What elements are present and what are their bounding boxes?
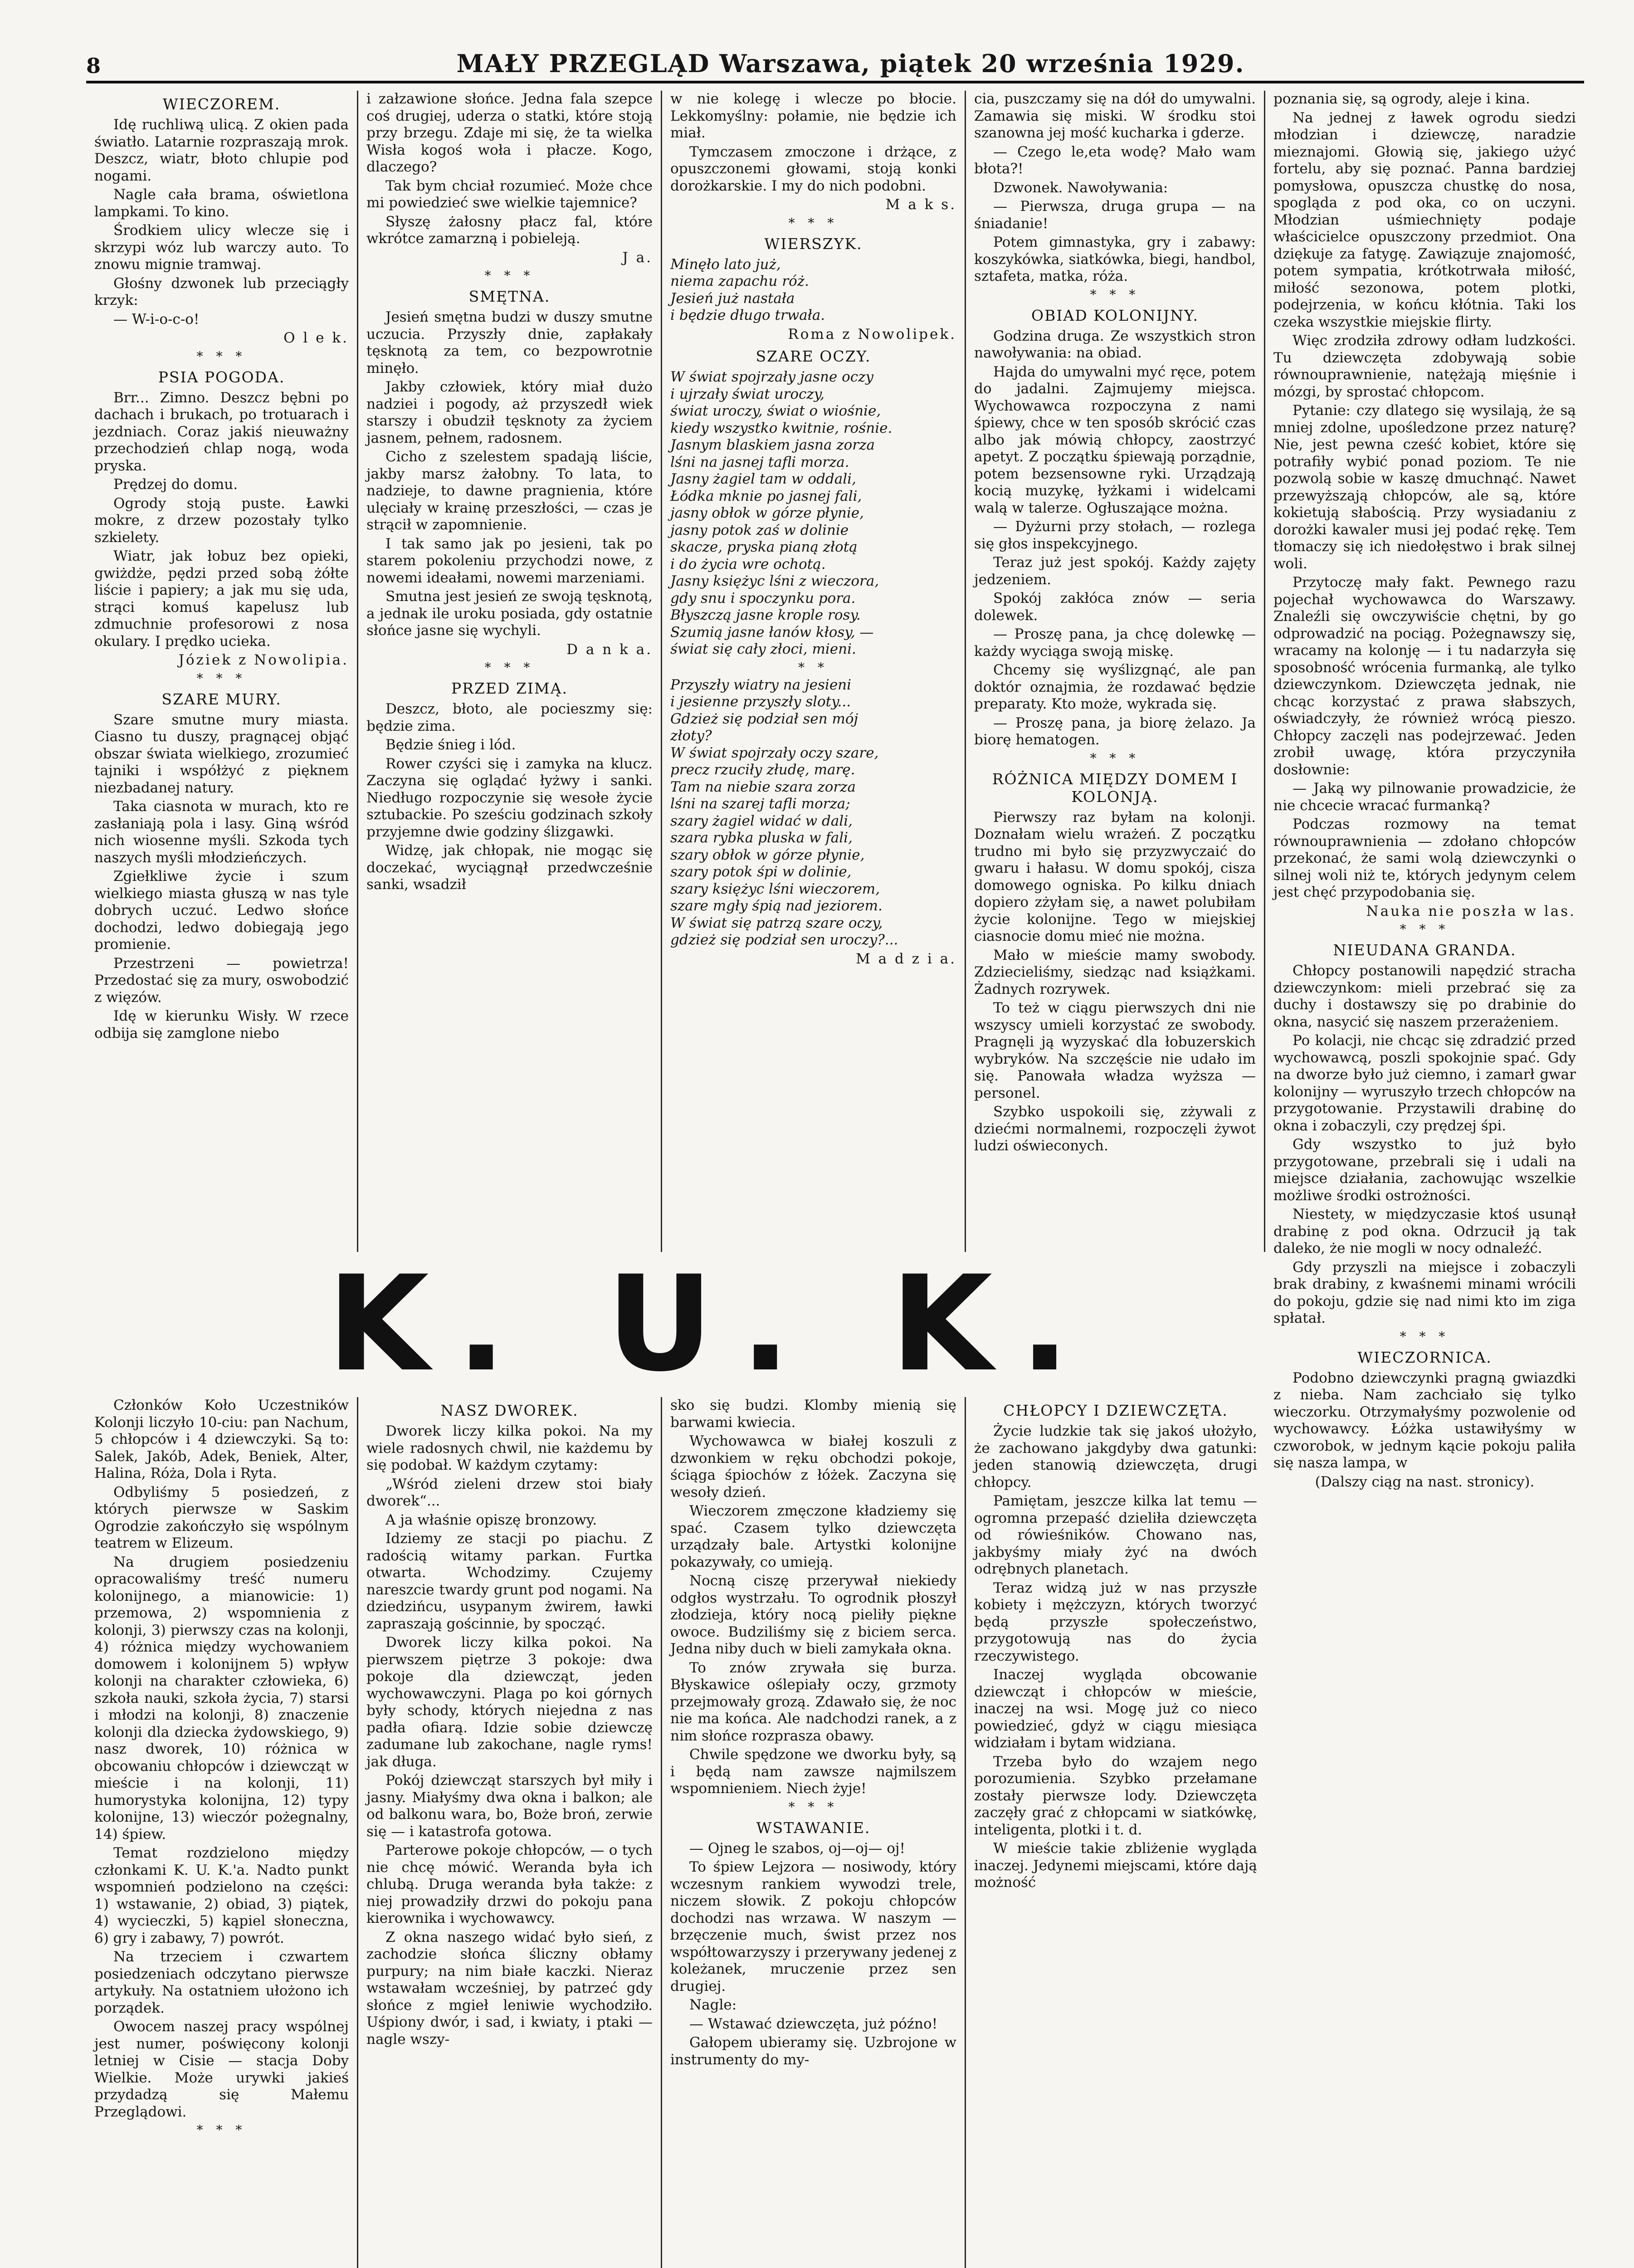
article-signature: J a. (622, 249, 653, 266)
article-heading: WSTAWANIE. (756, 1818, 871, 1837)
paragraph: Szare smutne mury miasta. Ciasno tu duszy, pragnącej objąć obszar świata wielkiego, zrozumieć tajniki i współżyć z pięknem niezbadanej natury. (94, 711, 349, 796)
paragraph: Pokój dziewcząt starszych był miły i jasny. Miałyśmy dwa okna i balkon; ale od balkonu wara, bo, Boże broń, zerwie się — i katastrofa gotowa. (366, 1772, 653, 1840)
paragraph: Wychowawca w białej koszuli z dzwonkiem w ręku obchodzi pokoje, ściąga śpiochów z łóżek. Zaczyna się wesoły dzień. (670, 1433, 956, 1501)
bottom-column-2 (358, 1397, 662, 2268)
paragraph: Dworek liczy kilka pokoi. Na my wiele radosnych chwil, nie każdemu by się podobał. W każdym czytamy: (366, 1423, 653, 1473)
paragraph: Mało w mieście mamy swobody. Zdziecieliśmy, siedząc nad książkami. Żadnych rozrywek. (974, 947, 1256, 997)
section-divider: * * * (1400, 1329, 1450, 1344)
paragraph: Środkiem ulicy wlecze się i skrzypi wóz lub warczy auto. To znowu mignie tramwaj. (94, 222, 349, 273)
paragraph: W mieście takie zbliżenie wygląda inaczej. Jedynemi miejscami, które dają możność (974, 1840, 1257, 1891)
paragraph: Będzie śnieg i lód. (385, 737, 516, 753)
article-heading: SZARE OCZY. (756, 347, 871, 365)
paragraph: i załzawione słońce. Jedna fala szepce coś drugiej, uderza o statki, które stoją przy brzegu. Zdaje mi się, że ta wielka Wisła kogoś woła i płacze. Kogo, dlaczego? (366, 91, 653, 175)
paragraph: Niestety, w międzyczasie ktoś usunął drabinę z pod okna. Odrzucił ją tak daleko, że nie mogli w nocy odnaleźć. (1273, 1206, 1576, 1256)
top-column-3 (662, 91, 966, 1252)
section-divider: * * * (1090, 750, 1140, 766)
top-column-4 (966, 91, 1265, 1252)
paragraph: Inaczej wygląda obcowanie dziewcząt i chłopców w mieście, inaczej na wsi. Mogę już co nieco powiedzieć, gdyż w ciągu miesiąca widziałam i bytam widziana. (974, 1667, 1257, 1751)
article-heading: RÓŻNICA MIĘDZY DOMEM I KOLONJĄ. (992, 770, 1238, 806)
poem-text: Przyszły wiatry na jesieni i jesienne przyszły sloty... Gdzież się podział sen mój złoty? W świat spojrzały oczy szare, precz rzuciły złudę, marę. Tam na niebie szara zorza lśni na szarej tafli morza; szary żagiel widać w dali, szara rybka pluska w fali, szary obłok w górze płynie, szary potok śpi w dolinie, szary księżyc lśni wieczorem, szare mgły śpią nad jeziorem. W świat się patrzą szare oczy, gdzież się podział sen uroczy?... (670, 676, 898, 948)
paragraph: — Ojneg le szabos, oj—oj— oj! (689, 1840, 905, 1857)
paragraph: Tymczasem zmoczone i drżące, z opuszczonemi głowami, stoją konki dorożkarskie. I my do nich podobni. (670, 143, 956, 194)
paragraph: Tak bym chciał rozumieć. Może chce mi powiedzieć swe wielkie tajemnice? (366, 177, 653, 211)
section-divider: * * * (196, 348, 247, 364)
article-signature: Józiek z Nowolipia. (178, 652, 349, 668)
paragraph: Podczas rozmowy na temat równouprawnienia — zdołano chłopców przekonać, że sami wolą dziewczynki o silnej woli niż te, których jedynym celem jest chęć przypodobania się. (1273, 816, 1576, 900)
paragraph: — Czego le,eta wodę? Mało wam błota?! (974, 143, 1256, 177)
paragraph: Pamiętam, jeszcze kilka lat temu — ogromna przepaść dzieliła dziewczęta od rówieśników. Chowano nas, jakbyśmy miały żyć na dwóch odrębnych planetach. (974, 1493, 1257, 1577)
paragraph: Gdy przyszli na miejsce i zobaczyli brak drabiny, z kwaśnemi minami wrócili do pokoju, gdzie się nad nimi kto im ziga spłatał. (1273, 1259, 1576, 1326)
paragraph: Dzwonek. Nawoływania: (993, 179, 1168, 196)
paragraph: Potem gimnastyka, gry i zabawy: koszykówka, siatkówka, biegi, handbol, sztafeta, matka, róża. (974, 234, 1256, 284)
paragraph: Dworek liczy kilka pokoi. Na pierwszem piętrze 3 pokoje: dwa pokoje dla dziewcząt, jeden wychowawczyni. Plaga po koi górnych były schody, których niejedna z nas padła ofiarą. Idzie sobie dziewczę zadumane lub zakochane, nagle ryms! jak długa. (366, 1634, 653, 1770)
paragraph: To znów zrywała się burza. Błyskawice oślepiały oczy, grzmoty przejmowały grozą. Zdawało się, że noc nie ma końca. Ale nadchodzi ranek, a z nim słońce rozprasza obawy. (670, 1659, 956, 1744)
paragraph: Zgiełkliwe życie i szum wielkiego miasta głuszą w nas tyle dobrych uczuć. Ledwo słońce dochodzi, ledwo dobiegają jego promienie. (94, 868, 349, 953)
paragraph: Brr... Zimno. Deszcz bębni po dachach i brukach, po trotuarach i jezdniach. Coraz jakiś nieuważny przechodzień chlap nogą, woda pryska. (94, 389, 349, 474)
paragraph: Idę w kierunku Wisły. W rzece odbija się zamglone niebo (94, 1008, 349, 1041)
paragraph: Nocną ciszę przerywał niekiedy odgłos wystrzału. To ogrodnik płoszył złodzieja, który nocą pieliły piękne owoce. Budziliśmy się z biciem serca. Jedna niby duch w bieli zamykała okna. (670, 1573, 956, 1657)
paragraph: Trzeba było do wzajem nego porozumienia. Szybko przełamane zostały pierwsze lody. Dziewczęta zaczęły grać z chłopcami w siatkówkę, inteligenta, plotki i t. d. (974, 1753, 1257, 1838)
paragraph: Życie ludzkie tak się jakoś ułożyło, że zachowano jakgdyby dwa gatunki: jeden stanowią dziewczęta, drugi chłopcy. (974, 1423, 1257, 1491)
paragraph: Owocem naszej pracy wspólnej jest numer, poświęcony kolonji letniej w Cisie — stacja Doby Wielkie. Może urywki jakieś przydadzą się Małemu Przeglądowi. (94, 2019, 349, 2120)
paragraph: poznania się, są ogrody, aleje i kina. (1273, 91, 1530, 107)
article-heading: WIECZORNICA. (1357, 1348, 1492, 1366)
paragraph: Szybko uspokoili się, zżywali z dziećmi normalnemi, rozpoczęli żywot ludzi oświeconych. (974, 1104, 1256, 1154)
paragraph: — Jaką wy pilnowanie prowadzicie, że nie chcecie wracać furmanką? (1273, 780, 1576, 814)
paragraph: Smutna jest jesień ze swoją tęsknotą, a jednak ile uroku posiada, gdy ostatnie słońce jasne się wychyli. (366, 588, 653, 639)
paragraph: Wieczorem zmęczone kładziemy się spać. Czasem tylko dziewczęta urządzały bale. Artystki kolonijne pokazywały, co umieją. (670, 1503, 956, 1570)
paragraph: cia, puszczamy się na dół do umywalni. Zamawia się miski. W środku stoi szanowna jej mość kucharka i gderze. (974, 91, 1256, 141)
paragraph: Gałopem ubieramy się. Uzbrojone w instrumenty do my- (670, 2034, 956, 2068)
paragraph: Chwile spędzone we dworku były, są i będą nam zawsze najmilszem wspomnieniem. Niech żyje! (670, 1746, 956, 1797)
paragraph: Deszcz, błoto, ale pocieszmy się: będzie zima. (366, 701, 653, 734)
paragraph: Przestrzeni — powietrza! Przedostać się za mury, oswobodzić z więzów. (94, 955, 349, 1006)
paragraph: — Pierwsza, druga grupa — na śniadanie! (974, 198, 1256, 232)
article-heading: WIECZOREM. (162, 95, 281, 113)
newspaper-title: MAŁY PRZEGLĄD Warszawa, piątek 20 września 1929. (456, 49, 1245, 78)
paragraph: — Wstawać dziewczęta, już późno! (689, 2015, 938, 2032)
poem-text: W świat spojrzały jasne oczy i ujrzały świat uroczy, świat uroczy, świat o wiośnie, kiedy wszystko kwitnie, rośnie. Jasnym blaskiem jasna zorza lśni na jasnej tafli morza. Jasny żagiel tam w oddali, Łódka mknie po jasnej fali, jasny obłok w górze płynie, jasny potok zaś w dolinie skacze, pryska pianą złotą i do życia wre ochotą. Jasny księżyc lśni z wieczora, gdy snu i spoczynku pora. Błyszczą jasne krople rosy. Szumią jasne łanów kłosy, — świat się cały złoci, mieni. (670, 369, 893, 657)
paragraph: A ja właśnie opiszę bronzowy. (385, 1511, 597, 1528)
section-divider: * * * (484, 268, 535, 283)
bottom-column-4 (966, 1397, 1265, 2268)
paragraph: Teraz już jest spokój. Każdy zajęty jedzeniem. (974, 554, 1256, 588)
article-heading: NASZ DWOREK. (440, 1402, 579, 1419)
article-signature: M a d z i a. (856, 950, 956, 967)
article-signature: Roma z Nowolipek. (788, 326, 956, 342)
article-heading: OBIAD KOLONIJNY. (1031, 306, 1199, 324)
article-heading: PSIA POGODA. (158, 368, 285, 386)
top-column-2 (358, 91, 662, 1252)
paragraph: Godzina druga. Ze wszystkich stron nawoływania: na obiad. (974, 327, 1256, 361)
paragraph: — Proszę pana, ja biorę żelazo. Ja biorę hematogen. (974, 714, 1256, 748)
paragraph: Jakby człowiek, który miał dużo nadziei i pogody, aż przyszedł wiek starszy i obudził tęsknoty za życiem jasnem, pełnem, radosnem. (366, 379, 653, 446)
paragraph: Parterowe pokoje chłopców, — o tych nie chcę mówić. Weranda była ich chlubą. Druga weranda była także: z niej prowadziły drzwi do pokoju pana kierownika i wychowawcy. (366, 1842, 653, 1926)
kuk-banner: K. U. K. (327, 1248, 1097, 1401)
paragraph: Prędzej do domu. (113, 476, 238, 493)
article-heading: WIERSZYK. (764, 235, 863, 253)
paragraph: Słyszę żałosny płacz fal, które wkrótce zamarzną i pobieleją. (366, 213, 653, 247)
paragraph: To też w ciągu pierwszych dni nie wszyscy umieli korzystać ze swobody. Pragnęli ją wyzyskać dla łobuzerskich wybryków. Na szczęście nie udało im się. Panowała władza wyższa — personel. (974, 1000, 1256, 1101)
section-divider: * * (798, 660, 829, 675)
paragraph: Nagle cała brama, oświetlona lampkami. To kino. (94, 186, 349, 220)
paragraph: w nie kolegę i wlecze po błocie. Lekkomyślny: połamie, nie będzie ich miał. (670, 91, 956, 141)
section-divider: * * * (484, 660, 535, 675)
article-heading: SZARE MURY. (161, 690, 282, 708)
paragraph: Na drugiem posiedzeniu opracowaliśmy treść numeru kolonijnego, a mianowicie: 1) przemowa, 2) wspomnienia z kolonji, 3) pierwszy czas na kolonji, 4) różnica między wychowaniem domowem i kolonijnem 5) wpływ kolonji na charakter człowieka, 6) szkoła nauki, szkoła życia, 7) starsi i młodzi na kolonji, 8) znaczenie kolonji dla dziecka żydowskiego, 9) nasz dworek, 10) różnica w obcowaniu chłopców i dziewcząt w mieście i na kolonji, 11) humorystyka kolonijna, 12) typy kolonijne, 13) wieczór pożegnalny, 14) śpiew. (94, 1554, 349, 1843)
paragraph: Taka ciasnota w murach, kto re zasłaniają pola i lasy. Giną wśród nich wiosenne myśli. Szkoda tych naszych myśli młodzieńczych. (94, 798, 349, 866)
paragraph: Odbyliśmy 5 posiedzeń, z których pierwsze w Saskim Ogrodzie zakończyło się wspólnym teatrem w Elizeum. (94, 1484, 349, 1551)
paragraph: Po kolacji, nie chcąc się zdradzić przed wychowawcą, poszli spokojnie spać. Gdy na dworze było już ciemno, i zamarł gwar kolonijny — wyruszyło trzech chłopców na przygotowanie. Przystawili drabinę do okna i zobaczyli, czy prędzej śpi. (1273, 1032, 1576, 1134)
paragraph: Na jednej z ławek ogrodu siedzi młodzian i dziewczę, naradzie mieznajomi. Głowią się, jakiego użyć fortelu, aby się poznać. Panna bardziej pomysłowa, opuszcza chustkę do nosa, spogląda z pod oka, co on uczyni. Młodzian uśmiechnięty podaje właścicielce opuszczony przedmiot. Ona dziękuje za fatygę. Zawiązuje znajomość, potem sympatia, krótkotrwała miłość, miłość sezonowa, potem plotki, podejrzenia, w końcu kłótnia. Taki los czeka wszystkie miejskie flirty. (1273, 109, 1576, 330)
paragraph: Teraz widzą już w nas przyszłe kobiety i mężczyzn, których tworzyć będą przyszłe społeczeństwo, przygotowują nas do życia rzeczywistego. (974, 1579, 1257, 1664)
paragraph: Spokój zakłóca znów — seria dolewek. (974, 590, 1256, 624)
paragraph: Hajda do umywalni myć ręce, potem do jadalni. Zajmujemy miejsca. Wychowawca rozpoczyna z nami śpiewy, chce w ten sposób skrócić czas albo jak mówią chłopcy, zaostrzyć apetyt. Z początku śpiewają porządnie, potem bezsensowne ryki. Urządzają kocią muzykę, łyżkami i widelcami walą w talerze. Ogłuszające można. (974, 363, 1256, 516)
paragraph: Członków Koło Uczestników Kolonji liczyło 10-ciu: pan Nachum, 5 chłopców i 4 dziewczyki. Są to: Salek, Jakób, Adek, Beniek, Alter, Halina, Róża, Dola i Ryta. (94, 1397, 349, 1481)
paragraph: To śpiew Lejzora — nosiwody, który wczesnym rankiem wywodzi trele, niczem słowik. Z pokoju chłopców dochodzi nas wrzawa. W naszym — brzęczenie much, świst przez nos współtowarzyszy i przerywany jedenej z koleżanek, mruczenie przez sen drugiej. (670, 1859, 956, 1994)
paragraph: Przytoczę mały fakt. Pewnego razu pojechał wychowawca do Warszawy. Znaleźli się owczywiście chętni, by go odprowadzić na pociąg. Pożegnawszy się, wracamy na kolonję — i tu nadarzyła się sposobność wrócenia furmanką, ale tylko dziewczynkom. Dziewczęta jednak, nie chcąc korzystać z prawa słabszych, oświadczyły, że również wrócą pieszo. Chłopcy zaczęli nas podejrzewać. Jeden zrobił uwagę, która przyczyniła dosłownie: (1273, 574, 1576, 778)
paragraph: Cicho z szelestem spadają liście, jakby marsz żałobny. To lata, to nadzieje, to dawne pragnienia, które ulęciały w krainę przeszłości, — czas je strącił w zapomnienie. (366, 449, 653, 533)
paragraph: sko się budzi. Klomby mienią się barwami kwiecia. (670, 1397, 956, 1431)
article-heading: CHŁOPCY I DZIEWCZĘTA. (1003, 1402, 1228, 1419)
article-heading: SMĘTNA. (468, 288, 551, 305)
top-column-5 (1265, 91, 1584, 1490)
paragraph: Rower czyści się i zamyka na klucz. Zaczyna się oglądać łyżwy i sanki. Niedługo rozpoczynie się wesołe życie sztubackie. Po sześciu godzinach szkoły przyjemne dwie godziny ślizgawki. (366, 755, 653, 840)
paragraph: — Proszę pana, ja chcę dolewkę — każdy wyciąga swoją miskę. (974, 626, 1256, 660)
bottom-columns (86, 1397, 1265, 2268)
paragraph: „Wśród zieleni drzew stoi biały dworek“... (366, 1476, 653, 1509)
paragraph: Ogrody stoją puste. Ławki mokre, z drzew pozostały tylko szkielety. (94, 495, 349, 546)
paragraph: Pierwszy raz byłam na kolonji. Doznałam wielu wrażeń. Z początku trudno mi było się przyzwyczaić do gwaru i hałasu. W domu spokój, cisza domowego ogniska. Po kilku dniach dopiero zżyłam się, a nawet polubiłam życie kolonijne. Tego w miejskiej ciasnocie domu mieć nie można. (974, 809, 1256, 944)
top-column-1 (86, 91, 358, 1252)
article-signature: M a k s. (885, 196, 956, 213)
paragraph: Temat rozdzielono między członkami K. U. K.'a. Nadto punkt wspomnień podzielono na części: 1) wstawanie, 2) obiad, 3) piątek, 4) wycieczki, 5) kąpiel słoneczna, 6) gry i zabawy, 7) powrót. (94, 1845, 349, 1946)
paragraph: Wiatr, jak łobuz bez opieki, gwiżdże, pędzi przed sobą żółte liście i papiery; a jak mu się uda, strąci komuś kapelusz lub zdmuchnie profesorowi z nosa okulary. I prędko ucieka. (94, 548, 349, 650)
bottom-column-1 (86, 1397, 358, 2268)
section-divider: * * * (1090, 287, 1140, 302)
article-signature: O l e k. (283, 330, 349, 346)
section-divider: * * * (196, 670, 247, 686)
article-signature: D a n k a. (566, 641, 653, 658)
section-divider: * * * (788, 1799, 839, 1814)
page-number: 8 (86, 54, 101, 78)
bottom-column-3 (662, 1397, 966, 2268)
paragraph: Pytanie: czy dlatego się wysilają, że są mniej zdolne, upośledzone przez naturę? Nie, jest pewna cześć kobiet, które się potrafiły wybić ponad poziom. Te nie pozwolą sobie w kaszę dmuchnąć. Nawet przewyższają chłopców, ale są, które kokietują słabością. Przy wysiadaniu z dorożki kawaler musi jej podać rękę. Tem tłomaczy się ich niedołęstwo i brak silnej woli. (1273, 402, 1576, 572)
paragraph: — W-i-o-c-o! (113, 311, 200, 327)
section-divider: * * * (1400, 922, 1450, 937)
section-divider: * * * (196, 2122, 247, 2137)
paragraph: Widzę, jak chłopak, nie mogąc się doczekać, wyciągnął przedwcześnie sanki, wsadził (366, 842, 653, 893)
paragraph: — Dyżurni przy stołach, — rozlega się głos inspekcyjnego. (974, 518, 1256, 552)
masthead (86, 45, 1584, 83)
poem-text: Minęło lato już, niema zapachu róż. Jesień już nastała i będzie długo trwała. (670, 256, 825, 323)
paragraph: Gdy wszystko to już było przygotowane, przebrali się i udali na miejsce działania, zachowując wszelkie możliwe środki ostrożności. (1273, 1136, 1576, 1204)
article-heading: NIEUDANA GRANDA. (1333, 941, 1517, 959)
paragraph: Idziemy ze stacji po piachu. Z radością witamy parkan. Furtka otwarta. Wchodzimy. Czujemy nareszcie twardy grunt pod nogami. Na dziedzińcu, usypanym żwirem, ławki zapraszają gościnnie, by spocząć. (366, 1530, 653, 1632)
paragraph: Więc zrodziła zdrowy odłam ludzkości. Tu dziewczęta zdobywają sobie równouprawnienie, natężają mięśnie i mózgi, by sprostać chłopcom. (1273, 332, 1576, 400)
article-heading: PRZED ZIMĄ. (451, 679, 568, 697)
article-signature: Nauka nie poszła w las. (1366, 903, 1576, 919)
paragraph: Chłopcy postanowili napędzić stracha dziewczynkom: mieli przebrać się za duchy i dostawszy się po drabinie do okna, nasycić się naszem przerażeniem. (1273, 963, 1576, 1030)
paragraph: I tak samo jak po jesieni, tak po starem pokoleniu przychodzi nowe, z nowemi ideałami, nowemi marzeniami. (366, 535, 653, 586)
paragraph: Chcemy się wyślizgnąć, ale pan doktór oznajmia, że rozdawać będzie preparaty. Kto może, wykrada się. (974, 662, 1256, 712)
paragraph: Na trzeciem i czwartem posiedzeniach odczytano pierwsze artykuły. Na ostatniem ułożono ich porządek. (94, 1949, 349, 2016)
section-divider: * * * (788, 215, 839, 230)
continued-note: (Dalszy ciąg na nast. stronicy). (1315, 1473, 1535, 1490)
paragraph: Idę ruchliwą ulicą. Z okien pada światło. Latarnie rozpraszają mrok. Deszcz, wiatr, błoto chlupie pod nogami. (94, 117, 349, 184)
paragraph: Jesień smętna budzi w duszy smutne uczucia. Przyszły dnie, zapłakały tęsknotą za tem, co bezpowrotnie minęło. (366, 309, 653, 376)
paragraph: Podobno dziewczynki pragną gwiazdki z nieba. Nam zachciało się tylko wieczorku. Otrzymałyśmy pozwolenie od wychowawcy. Łóżka ustawiłyśmy w czworobok, w jednym kącie pokoju paliła się nasza lampa, w (1273, 1369, 1576, 1471)
paragraph: Głośny dzwonek lub przeciągły krzyk: (94, 275, 349, 308)
paragraph: Z okna naszego widać było sień, z zachodzie słońca śliczny obłamy purpury; na nim białe kaczki. Nieraz wstawałam wcześniej, by patrzeć gdy słońce z mgieł leniwie wychodziło. Uśpiony dwór, i sad, i kwiaty, i ptaki — nagle wszy- (366, 1929, 653, 2048)
paragraph: Nagle: (689, 1997, 737, 2013)
